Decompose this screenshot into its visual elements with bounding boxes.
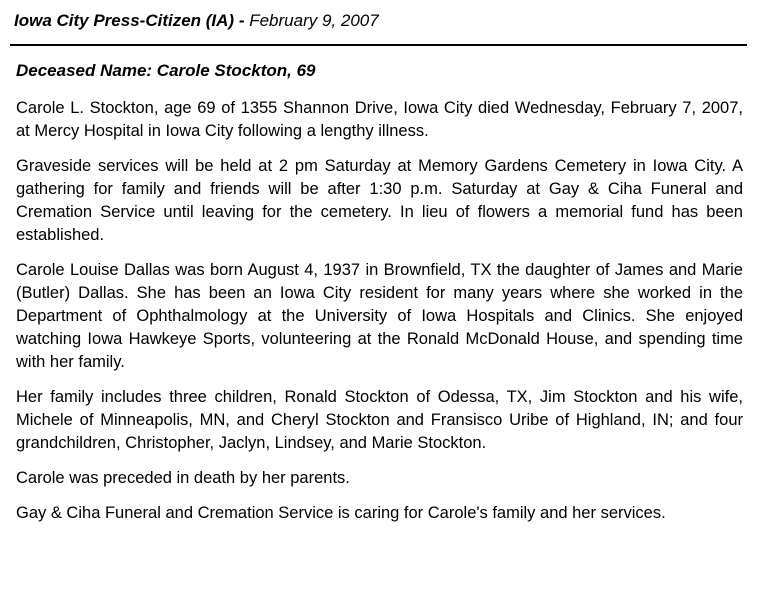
header-separator: - (234, 11, 250, 30)
deceased-name: Deceased Name: Carole Stockton, 69 (16, 61, 316, 80)
article-header (14, 11, 379, 31)
paragraph-biography: Carole Louise Dallas was born August 4, 1937 in Brownfield, TX the daughter of James and Marie (Butler) Dallas. She has been an Iowa City resident for many years where she worked in the Department of Ophthalmology at the University of Iowa Hospitals and Clinics. She enjoyed watching Iowa Hawkeye Sports, volunteering at the Ronald McDonald House, and spending time with her family. (16, 261, 743, 371)
paragraph-funeral-home: Gay & Ciha Funeral and Cremation Service is caring for Carole's family and her services. (16, 504, 666, 522)
obituary-body (16, 97, 743, 537)
newspaper-source: Iowa City Press-Citizen (IA) (14, 11, 235, 30)
paragraph-death-notice: Carole L. Stockton, age 69 of 1355 Shannon Drive, Iowa City died Wednesday, February 7, 2007, at Mercy Hospital in Iowa City following a lengthy illness. (16, 99, 743, 140)
header-divider (10, 44, 747, 46)
publication-date: February 9, 2007 (249, 11, 379, 30)
paragraph-survivors: Her family includes three children, Ronald Stockton of Odessa, TX, Jim Stockton and his wife, Michele of Minneapolis, MN, and Cheryl Stockton and Fransisco Uribe of Highland, IN; and four grandchildren, Christopher, Jaclyn, Lindsey, and Marie Stockton. (16, 388, 743, 452)
paragraph-preceded: Carole was preceded in death by her parents. (16, 469, 350, 487)
paragraph-services: Graveside services will be held at 2 pm Saturday at Memory Gardens Cemetery in Iowa City. A gathering for family and friends will be after 1:30 p.m. Saturday at Gay & Ciha Funeral and Cremation Service until leaving for the cemetery. In lieu of flowers a memorial fund has been established. (16, 157, 743, 244)
